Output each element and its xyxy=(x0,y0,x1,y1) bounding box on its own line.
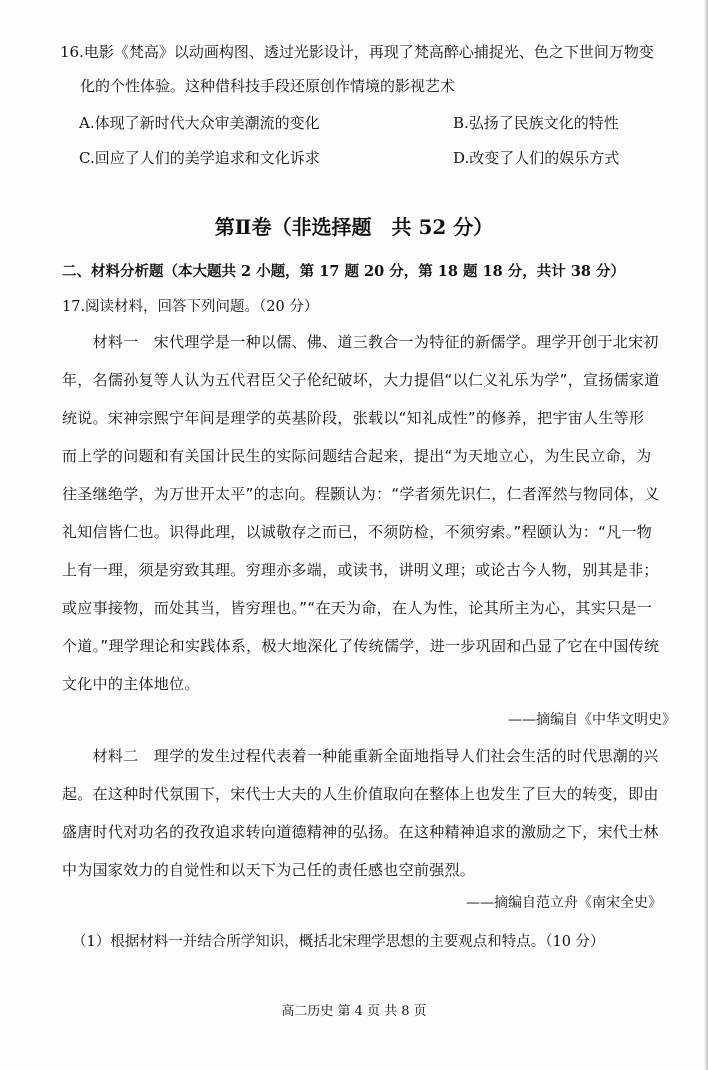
material1-line: 礼知信皆仁也。识得此理，以诚敬存之而已，不须防检，不须穷索。”程颐认为：“凡一物 xyxy=(62,523,653,541)
q16-option-b: B.弘扬了民族文化的特性 xyxy=(453,114,619,132)
q17-sub-question-1: （1）根据材料一并结合所学知识，概括北宋理学思想的主要观点和特点。（10 分） xyxy=(72,934,605,950)
material1-source: ——摘编自《中华文明史》 xyxy=(508,712,676,728)
page-footer: 高二历史 第 4 页 共 8 页 xyxy=(281,1004,427,1019)
q16-option-c: C.回应了人们的美学追求和文化诉求 xyxy=(79,149,320,167)
material1-line: 而上学的问题和有关国计民生的实际问题结合起来，提出“为天地立心，为生民立命，为 xyxy=(62,447,652,465)
material1-line: 个道。”理学理论和实践体系，极大地深化了传统儒学，进一步巩固和凸显了它在中国传统 xyxy=(62,637,660,655)
material1-line: 文化中的主体地位。 xyxy=(62,675,200,693)
q16-option-a: A.体现了新时代大众审美潮流的变化 xyxy=(79,114,320,132)
part2-heading: 二、材料分析题（本大题共 2 小题，第 17 题 20 分，第 18 题 18 分，共计 38 分） xyxy=(62,263,626,280)
q17-stem: 17.阅读材料，回答下列问题。（20 分） xyxy=(62,299,319,315)
material1-line: 年，名儒孙复等人认为五代君臣父子伦纪破坏，大力提倡“以仁义礼乐为学”，宣扬儒家道 xyxy=(62,371,660,389)
section-title: 第Ⅱ卷（非选择题 共 52 分） xyxy=(214,215,494,239)
material2-line: 材料二 理学的发生过程代表着一种能重新全面地指导人们社会生活的时代思潮的兴 xyxy=(62,747,659,765)
q16-stem-line1: 16.电影《梵高》以动画构图、透过光影设计，再现了梵高醉心捕捉光、色之下世间万物变 xyxy=(60,43,654,61)
material1-line: 上有一理，须是穷致其理。穷理亦多端，或读书，讲明义理；或论古今人物，别其是非； xyxy=(62,561,659,579)
material2-line: 盛唐时代对功名的孜孜追求转向道德精神的弘扬。在这种精神追求的激励之下，宋代士林 xyxy=(62,823,659,841)
material1-line: 或应事接物，而处其当，皆穷理也。”“在天为命，在人为性，论其所主为心，其实只是一 xyxy=(62,599,653,617)
material2-line: 中为国家效力的自觉性和以天下为己任的责任感也空前强烈。 xyxy=(62,861,476,879)
material1-line: 往圣继绝学，为万世开太平”的志向。程颢认为：“学者须先识仁，仁者浑然与物同体，义 xyxy=(62,485,660,503)
material2-line: 起。在这种时代氛围下，宋代士大夫的人生价值取向在整体上也发生了巨大的转变，即由 xyxy=(62,785,659,803)
material1-line: 统说。宋神宗熙宁年间是理学的英基阶段，张载以“知礼成性”的修养，把宇宙人生等形 xyxy=(62,409,645,427)
material2-source: ——摘编自范立舟《南宋全史》 xyxy=(466,895,662,911)
material1-line: 材料一 宋代理学是一种以儒、佛、道三教合一为特征的新儒学。理学开创于北宋初 xyxy=(62,333,659,351)
q16-option-d: D.改变了人们的娱乐方式 xyxy=(453,149,620,167)
scan-edge-shadow xyxy=(704,0,708,1070)
q16-stem-line2: 化的个性体验。这种借科技手段还原创作情境的影视艺术 xyxy=(80,77,456,95)
